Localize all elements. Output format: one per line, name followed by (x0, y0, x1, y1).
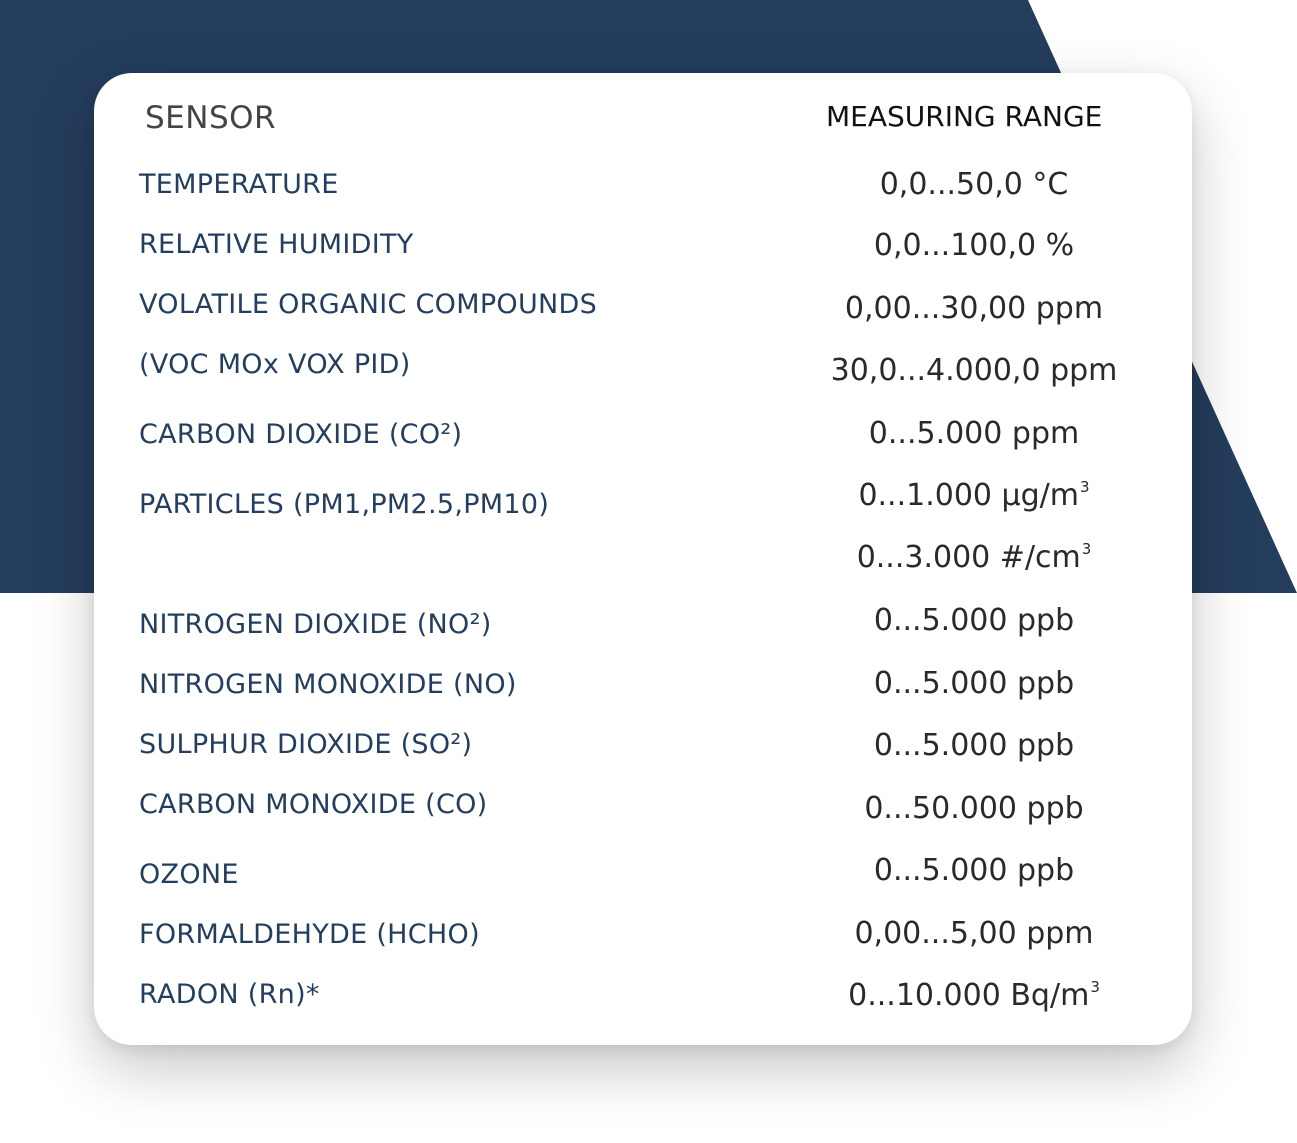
sensor-name-formaldehyde: FORMALDEHYDE (HCHO) (139, 919, 480, 950)
range-carbon-monoxide: 0...50.000 ppb (864, 791, 1084, 826)
range-voc: 0,00...30,00 ppm (844, 291, 1104, 326)
range-temperature: 0,0...50,0 °C (879, 167, 1069, 202)
sensor-column-header: SENSOR (145, 100, 277, 136)
range-sulphur-dioxide: 0...5.000 ppb (873, 728, 1075, 763)
sensor-name-relative-humidity: RELATIVE HUMIDITY (139, 229, 414, 260)
range-ozone: 0...5.000 ppb (873, 853, 1075, 888)
sensor-name-ozone: OZONE (139, 859, 239, 890)
range-nitrogen-monoxide: 0...5.000 ppb (873, 666, 1075, 701)
sensor-name-sulphur-dioxide: SULPHUR DIOXIDE (SO²) (139, 729, 473, 760)
sensor-name-voc: VOLATILE ORGANIC COMPOUNDS (139, 289, 598, 320)
measuring-range-column-header: MEASURING RANGE (826, 100, 1103, 133)
sensor-name-temperature: TEMPERATURE (139, 169, 339, 200)
sensor-name-particles: PARTICLES (PM1,PM2.5,PM10) (139, 489, 550, 520)
sensor-name-nitrogen-monoxide: NITROGEN MONOXIDE (NO) (139, 669, 517, 700)
sensor-spec-card (94, 73, 1192, 1045)
range-nitrogen-dioxide: 0...5.000 ppb (873, 603, 1075, 638)
range-particles-mass: 0...1.000 $\mu g/m^3$ (858, 478, 1090, 513)
range-formaldehyde: 0,00...5,00 ppm (854, 916, 1094, 950)
range-radon: 0...10.000 $Bq/m^3$ (848, 978, 1100, 1013)
sensor-name-radon: RADON (Rn)* (139, 979, 320, 1010)
sensor-name-carbon-monoxide: CARBON MONOXIDE (CO) (139, 789, 488, 820)
sensor-name-voc-subtypes: (VOC MOx VOX PID) (139, 349, 411, 380)
sensor-name-nitrogen-dioxide: NITROGEN DIOXIDE (NO²) (139, 609, 492, 640)
range-voc-subtypes: 30,0...4.000,0 ppm (830, 353, 1118, 388)
range-relative-humidity: 0,0...100,0 % (873, 228, 1075, 263)
range-carbon-dioxide: 0...5.000 ppm (868, 416, 1080, 451)
sensor-name-carbon-dioxide: CARBON DIOXIDE (CO²) (139, 419, 463, 450)
range-particles-count: 0...3.000 $\#/cm^3$ (856, 540, 1092, 575)
